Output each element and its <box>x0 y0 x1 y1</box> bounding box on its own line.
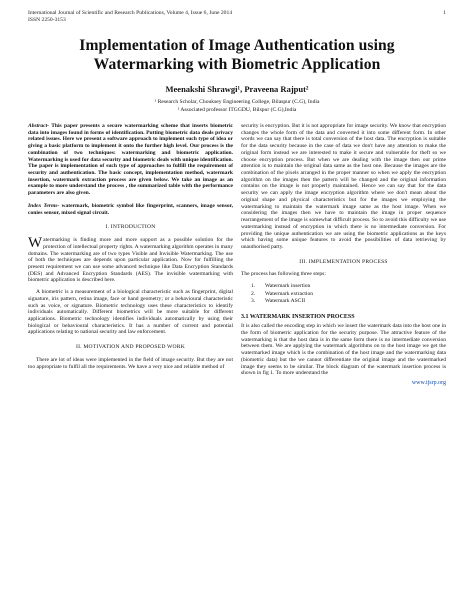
section-introduction-heading: I. INTRODUCTION <box>105 224 156 231</box>
intro-paragraph-1 <box>28 237 233 284</box>
intro-paragraph-1-text: atermarking is finding more and more support as a possible solution for the protection of intellectual property rights. A watermarking algorithm operates in many domains. The watermarking are of two types Visible and Invisible Watermarking. The use of both the techniques are depends upon particular application. Now for fulfilling the present requirement we can use some advanced technique like Data Encryption Standards (DES) and Advanced Encryption Standards (AES). The invisible watermarking with biometric application is described here. <box>28 237 233 284</box>
affiliations <box>28 99 446 114</box>
authors: Meenakshi Shrawgi¹, Praveena Rajput² <box>165 84 309 94</box>
motivation-paragraph: There are lot of ideas were implemented in the field of image security. But they are not too appropriate to fulfil all the requirements. We have a very nice and reliable method of <box>28 356 233 370</box>
encryption-paragraph: security is encryption. But it is not appropriate for image security. We know that encryption changes the whole form of the data and converted it into some different form. In other words we can say that there is total conversion of the host data. The encryption is suitable for the data security because in the case of data we don't have any attention to make the original form instead we are interested to make it secure and vulnerable for theft so we choose encryption process. But when we are dealing with the image then our prime attention is to maintain the original data same as the host one. Because the images are the combination of the pixels arranged in the proper manner so when we apply the encryption algorithm on the images then the pattern will be changed and the original information contains on the image is not properly maintained. Hence we can say that for the data security we can apply the image encryption algorithm where we don't mean about the original shape and physical characteristics but for the images we employing the watermarking to maintain the watermark image same as the host image. When we considering the images then we have to maintain the image in proper sequence rearrangement of the image is somewhat difficult process. So to avoid this difficulty we use watermarking instead of encryption in which there is no intermediate conversion. For providing the unique authentication we are using the biometric applications as the keys which having some unique features to avoid the possibilities of data retrieving by unauthorised party. <box>241 123 446 250</box>
intro-paragraph-2: A biometric is a measurement of a biological characteristic such as fingerprint, digital signature, iris pattern, retina image, face or hand geometry; or a behavioural characteristic such as voice, or signature. Biometric technology uses these characteristics to identify individuals automatically. Different biometrics will be more suitable for different applications. Biometric technology identifies individuals automatically by using their biological or behavioural characteristics. It has a number of current and potential applications relating to national security and law enforcement. <box>28 289 233 336</box>
index-terms-text: watermark, biometric symbol like fingerprint, scanners, image sensor, conies sensor, mixed signal circuit. <box>28 202 233 216</box>
affiliation-2: ² Associated professor ITGGDU, Bilspur (C.G),India <box>177 106 297 113</box>
list-item: 3. Watermark ASCII <box>251 298 306 305</box>
steps-list <box>241 283 446 306</box>
abstract <box>28 123 233 197</box>
abstract-label: Abstract- <box>28 123 49 129</box>
abstract-text: This paper presents a secure watermarking scheme that inserts biometric data into images found in forms of identification. Putting biometric data deals privacy related issues. Here we present a software approach to implement such type of idea or giving a basic platform to implement it onto the further high level. Our process is the combination of two techniques: watermarking and biometric application. Watermarking is used for data security and biometric deals with unique identification. The paper is implementation of such type of approaches to fulfill the requirement of security and authentication. The basic concept, implementation method, watermark insertion, watermark extraction process are given below. We take an image as an example to more understand the process , the summarized table with the performance parameters are also given. <box>28 123 233 197</box>
affiliation-1: ¹ Research Scholar, Chouksey Engineering College, Bilaspur (C.G), India <box>154 99 320 105</box>
index-terms-label: Index Terms- <box>28 202 60 209</box>
section-implementation-heading: III. IMPLEMENTATION PROCESS <box>299 258 388 265</box>
journal-header <box>28 10 446 24</box>
index-terms <box>28 203 233 216</box>
insertion-paragraph: It is also called the encoding step in which we insert the watermark data into the host one in the form of biometric application for the security purpose. The attractive feature of the watermarking is that the host data is in the same form there is no intermediate conversion between them. We are applying the watermark algorithms on to the host image we get the watermarked image which is the combination of the host image and the watermarking data (biometric data) but the we cannot differentiate the original image and the watermarked image they seems to be similar. The block diagram of the watermark insertion process is shown in fig 1. To more understand the <box>241 323 446 377</box>
paper-title <box>28 37 446 74</box>
title-line-1: Implementation of Image Authentication using <box>79 37 395 54</box>
steps-intro: The process has following three steps: <box>241 271 326 278</box>
list-item: 1. Watermark insertion <box>251 283 311 290</box>
right-column <box>241 123 446 387</box>
page-number: 1 <box>443 10 446 16</box>
issn: ISSN 2250-3153 <box>28 17 66 23</box>
left-column <box>28 123 233 387</box>
two-column-body <box>28 123 446 387</box>
list-item: 2. Watermark extraction <box>251 290 314 297</box>
journal-line: International Journal of Scientific and Research Publications, Volume 4, Issue 6, June 2014 <box>28 10 233 16</box>
title-line-2: Watermarking with Biometric Application <box>93 55 381 73</box>
subsection-insertion-heading: 3.1 WATERMARK INSERTION PROCESS <box>241 313 355 320</box>
section-motivation-heading: II. MOTIVATION AND PROPOSED WORK <box>76 344 185 351</box>
drop-cap: W <box>28 235 43 252</box>
journal-url-link[interactable]: www.ijsrp.org <box>411 380 446 387</box>
